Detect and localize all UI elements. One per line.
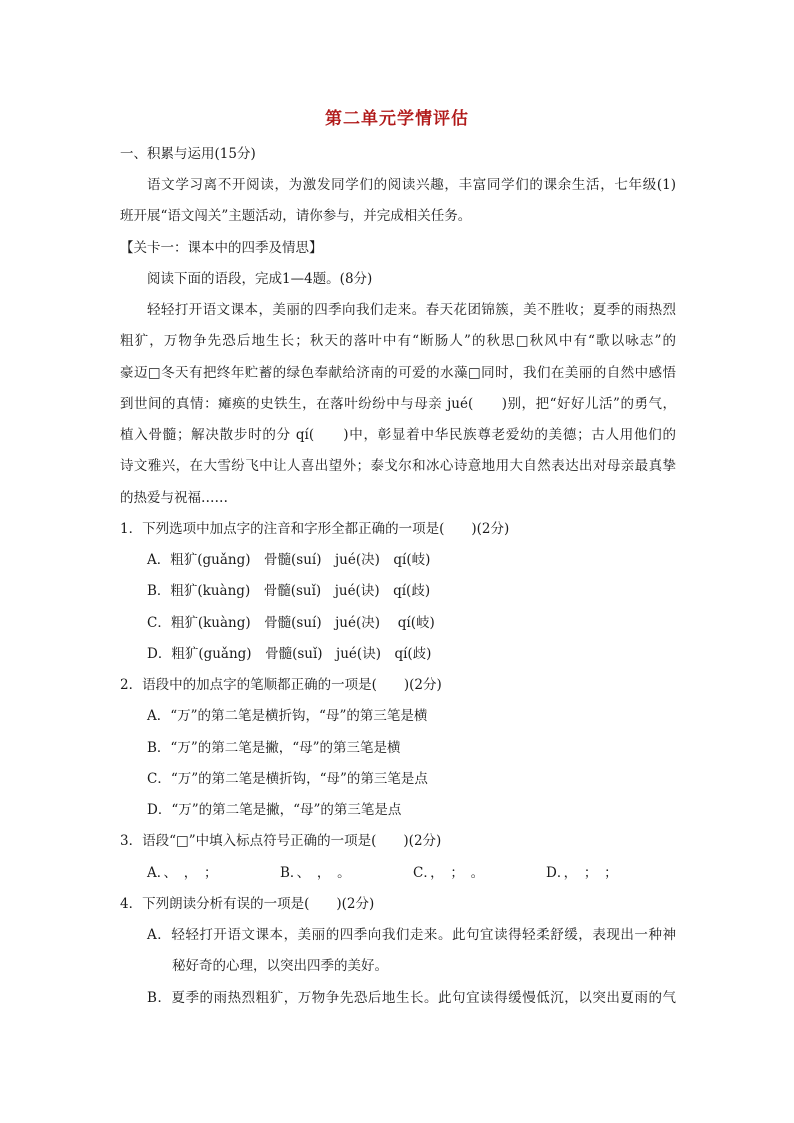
- page-title: 第二单元学情评估: [325, 109, 469, 129]
- passage-line: 粗犷，万物争先恐后地生长；秋天的落叶中有“断肠人”的秋思□秋风中有“歌以咏志”的: [120, 333, 676, 349]
- question-1-option: C．粗犷(kuàng) 骨髓(suí) jué(决) qí(岐): [147, 615, 435, 631]
- question-3-option: D．， ； ；: [546, 865, 618, 881]
- question-3-option: C．， ； 。: [413, 865, 485, 881]
- passage-line: 的热爱与祝福……: [120, 490, 228, 506]
- intro-line: 语文学习离不开阅读，为激发同学们的阅读兴趣，丰富同学们的课余生活，七年级(1): [147, 177, 676, 193]
- question-4-option-b: B．夏季的雨热烈粗犷，万物争先恐后地生长。此句宜读得缓慢低沉，以突出夏雨的气: [147, 990, 676, 1006]
- intro-line: 班开展“语文闯关”主题活动，请你参与，并完成相关任务。: [120, 208, 472, 224]
- question-1-option: A．粗犷(guǎng) 骨髓(suí) jué(决) qí(岐): [147, 552, 431, 568]
- question-2-stem: 2．语段中的加点字的笔顺都正确的一项是( )(2分): [120, 677, 442, 693]
- question-2-option: D．“万”的第二笔是撇，“母”的第三笔是点: [147, 802, 402, 818]
- question-3-option: A．、 ， ；: [147, 865, 218, 881]
- question-1-option: B．粗犷(kuàng) 骨髓(suǐ) jué(诀) qí(歧): [147, 583, 431, 599]
- passage-line: 植入骨髓；解决散步时的分 qí( )中，彰显着中华民族尊老爱幼的美德；古人用他们的: [120, 427, 676, 443]
- question-3-stem: 3．语段“□”中填入标点符号正确的一项是( )(2分): [120, 833, 442, 849]
- passage-line: 诗文雅兴，在大雪纷飞中让人喜出望外；泰戈尔和冰心诗意地用大自然表达出对母亲最真挚: [120, 458, 676, 474]
- question-2-option: C．“万”的第二笔是横折钩，“母”的第三笔是点: [147, 771, 428, 787]
- question-2-option: A．“万”的第二笔是横折钩，“母”的第三笔是横: [147, 708, 428, 724]
- passage-line: 轻轻打开语文课本，美丽的四季向我们走来。春天花团锦簇，美不胜收；夏季的雨热烈: [147, 302, 676, 318]
- question-4-option-a: A．轻轻打开语文课本，美丽的四季向我们走来。此句宜读得轻柔舒缓，表现出一种神: [147, 927, 676, 943]
- instruction-line: 阅读下面的语段，完成1—4题。(8分): [147, 271, 373, 287]
- question-3-option: B．、 ， 。: [280, 865, 351, 881]
- question-1-option: D．粗犷(guǎng) 骨髓(suǐ) jué(诀) qí(歧): [147, 646, 432, 662]
- question-4-option-a-cont: 秘好奇的心理，以突出四季的美好。: [172, 958, 388, 974]
- question-2-option: B．“万”的第二笔是撇，“母”的第三笔是横: [147, 740, 401, 756]
- passage-line: 豪迈□冬天有把终年贮蓄的绿色奉献给济南的可爱的水藻□同时，我们在美丽的自然中感悟: [120, 365, 676, 381]
- section-heading: 一、积累与运用(15分): [120, 146, 256, 162]
- question-1-stem: 1．下列选项中加点字的注音和字形全都正确的一项是( )(2分): [120, 521, 510, 537]
- question-4-stem: 4．下列朗读分析有误的一项是( )(2分): [120, 896, 375, 912]
- passage-line: 到世间的真情：瘫痪的史铁生，在落叶纷纷中与母亲 jué( )别，把“好好儿活”的勇气，: [120, 396, 676, 412]
- level-heading: 【关卡一：课本中的四季及情思】: [120, 240, 323, 256]
